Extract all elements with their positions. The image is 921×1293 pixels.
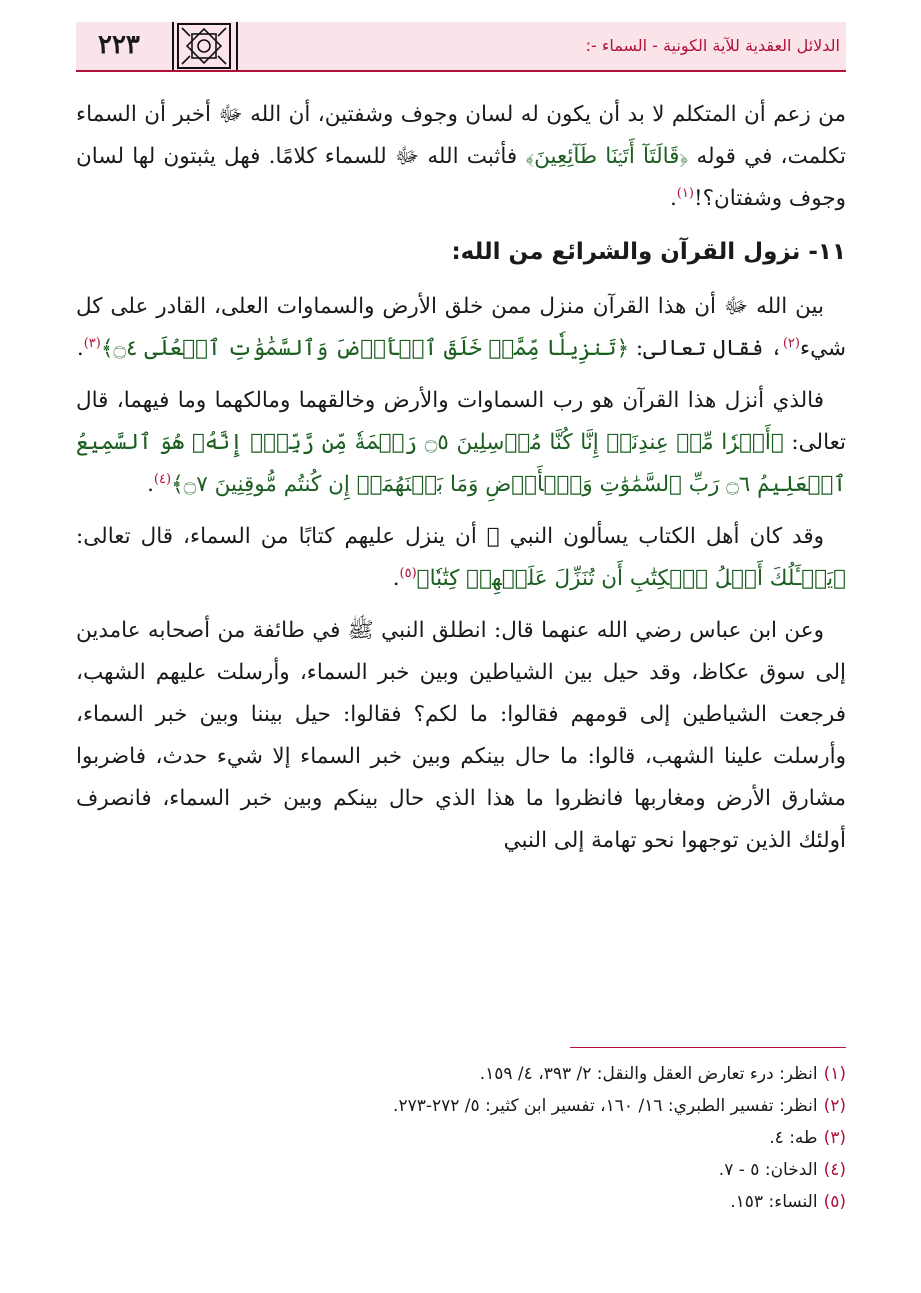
footnote-text: الدخان: ٥ - ٧. bbox=[718, 1160, 818, 1180]
footnote bbox=[76, 1122, 846, 1154]
quran-verse: ﴿تَنزِيلٗا مِّمَّنۡ خَلَقَ ٱلۡأَرۡضَ وَٱلسَّمَٰوَٰتِ ٱلۡعُلَى ۝٤﴾ bbox=[100, 336, 630, 361]
footnote-ref: (٢) bbox=[782, 335, 800, 351]
section-heading: ١١- نزول القرآن والشرائع من الله: bbox=[451, 239, 846, 265]
page-header bbox=[76, 22, 846, 72]
footnote-text: النساء: ١٥٣. bbox=[730, 1192, 818, 1212]
footnote bbox=[76, 1090, 846, 1122]
quran-verse: ﴿يَسۡـَٔلُكَ أَهۡلُ ٱلۡكِتَٰبِ أَن تُنَزِّلَ عَلَيۡهِمۡ كِتَٰبٗا﴾ bbox=[416, 566, 846, 591]
paragraph bbox=[76, 516, 846, 600]
paragraph bbox=[76, 286, 846, 370]
footnote-separator bbox=[570, 1047, 846, 1048]
paragraph-text: وقد كان أهل الكتاب يسألون النبي ﷺ أن ينزل عليهم كتابًا من السماء، قال تعالى: bbox=[76, 524, 824, 549]
paragraph-text: ، فقال تعالى: bbox=[629, 336, 783, 361]
paragraph bbox=[76, 380, 846, 506]
paragraph-text: . bbox=[76, 336, 84, 361]
islamic-star-ornament-icon bbox=[176, 22, 232, 70]
footnotes bbox=[76, 1058, 846, 1218]
paragraph bbox=[76, 94, 846, 220]
footnote bbox=[76, 1154, 846, 1186]
quran-verse: ﴿قَالَتَآ أَتَيۡنَا طَآئِعِينَ﴾ bbox=[525, 144, 689, 169]
paragraph-text: . bbox=[669, 186, 677, 211]
footnote bbox=[76, 1186, 846, 1218]
paragraph-text: وعن ابن عباس رضي الله عنهما قال: انطلق النبي ﷺ في طائفة من أصحابه عامدين إلى سوق عكاظ، وقد حيل بين الشياطين وبين خبر السماء، وأرسلت عليهم الشهب، فرجعت الشياطين إلى قومهم فقالوا: ما لكم؟ فقالوا: حيل بيننا وبين خبر السماء، وأرسلت علينا الشهب، قالوا: ما حال بينكم وبين خبر السماء إلا شيء حدث، فاضربوا مشارق الأرض ومغاربها فانظروا ما هذا الذي حال بينكم وبين خبر السماء، فانصرف أولئك الذين توجهوا نحو تهامة إلى النبي bbox=[76, 618, 846, 853]
footnote-ref: (٥) bbox=[399, 565, 417, 581]
footnote bbox=[76, 1058, 846, 1090]
running-title: الدلائل العقدية للآية الكونية - السماء -: bbox=[585, 36, 840, 55]
footnote-number: (٥) bbox=[823, 1192, 846, 1212]
paragraph-text: من زعم أن المتكلم لا بد أن يكون له لسان وجوف وشفتين، أن الله ﷻ أخبر أن السماء تكلمت، في قوله bbox=[76, 102, 846, 169]
footnote-number: (٣) bbox=[823, 1128, 846, 1148]
footnote-text: انظر: تفسير الطبري: ١٦/ ١٦٠، تفسير ابن كثير: ٥/ ٢٧٢-٢٧٣. bbox=[393, 1096, 818, 1116]
header-divider-right bbox=[236, 22, 238, 70]
paragraph bbox=[76, 610, 846, 862]
footnote-number: (٢) bbox=[823, 1096, 846, 1116]
paragraph-text: . bbox=[147, 472, 154, 497]
footnote-ref: (٤) bbox=[153, 471, 172, 487]
paragraph-text: . bbox=[392, 566, 400, 591]
paragraph-text: فأثبت الله ﷻ للسماء كلامًا. فهل يثبتون لها لسان وجوف وشفتان؟! bbox=[76, 144, 846, 211]
paragraph-text: بين الله ﷻ أن هذا القرآن منزل ممن خلق الأرض والسماوات العلى، القادر على كل شيء bbox=[76, 294, 846, 361]
footnote-text: انظر: درء تعارض العقل والنقل: ٢/ ٣٩٣، ٤/ ١٥٩. bbox=[479, 1064, 818, 1084]
page-number: ٢٢٣ bbox=[98, 30, 140, 60]
footnote-ref: (١) bbox=[676, 185, 694, 201]
footnote-text: طه: ٤. bbox=[769, 1128, 818, 1148]
footnote-number: (٤) bbox=[823, 1160, 846, 1180]
footnote-ref: (٣) bbox=[83, 335, 101, 351]
quran-verse: ﴿أَمۡرٗا مِّنۡ عِندِنَآۚ إِنَّا كُنَّا مُرۡسِلِينَ ۝٥ رَحۡمَةٗ مِّن رَّبِّكَۚ إِنَّهُۥ هُوَ ٱلسَّمِيعُ ٱلۡعَلِيمُ ۝٦ رَبِّ ٱلسَّمَٰوَٰتِ وَٱلۡأَرۡضِ وَمَا بَيۡنَهُمَآۖ إِن كُنتُم مُّوقِنِينَ ۝٧﴾ bbox=[76, 430, 846, 497]
paragraph-text: فالذي أنزل هذا القرآن هو رب السماوات والأرض وخالقهما ومالكهما وما فيهما، قال تعالى: bbox=[76, 388, 847, 455]
main-text bbox=[76, 94, 846, 872]
footnote-number: (١) bbox=[823, 1064, 846, 1084]
header-divider-left bbox=[172, 22, 174, 70]
